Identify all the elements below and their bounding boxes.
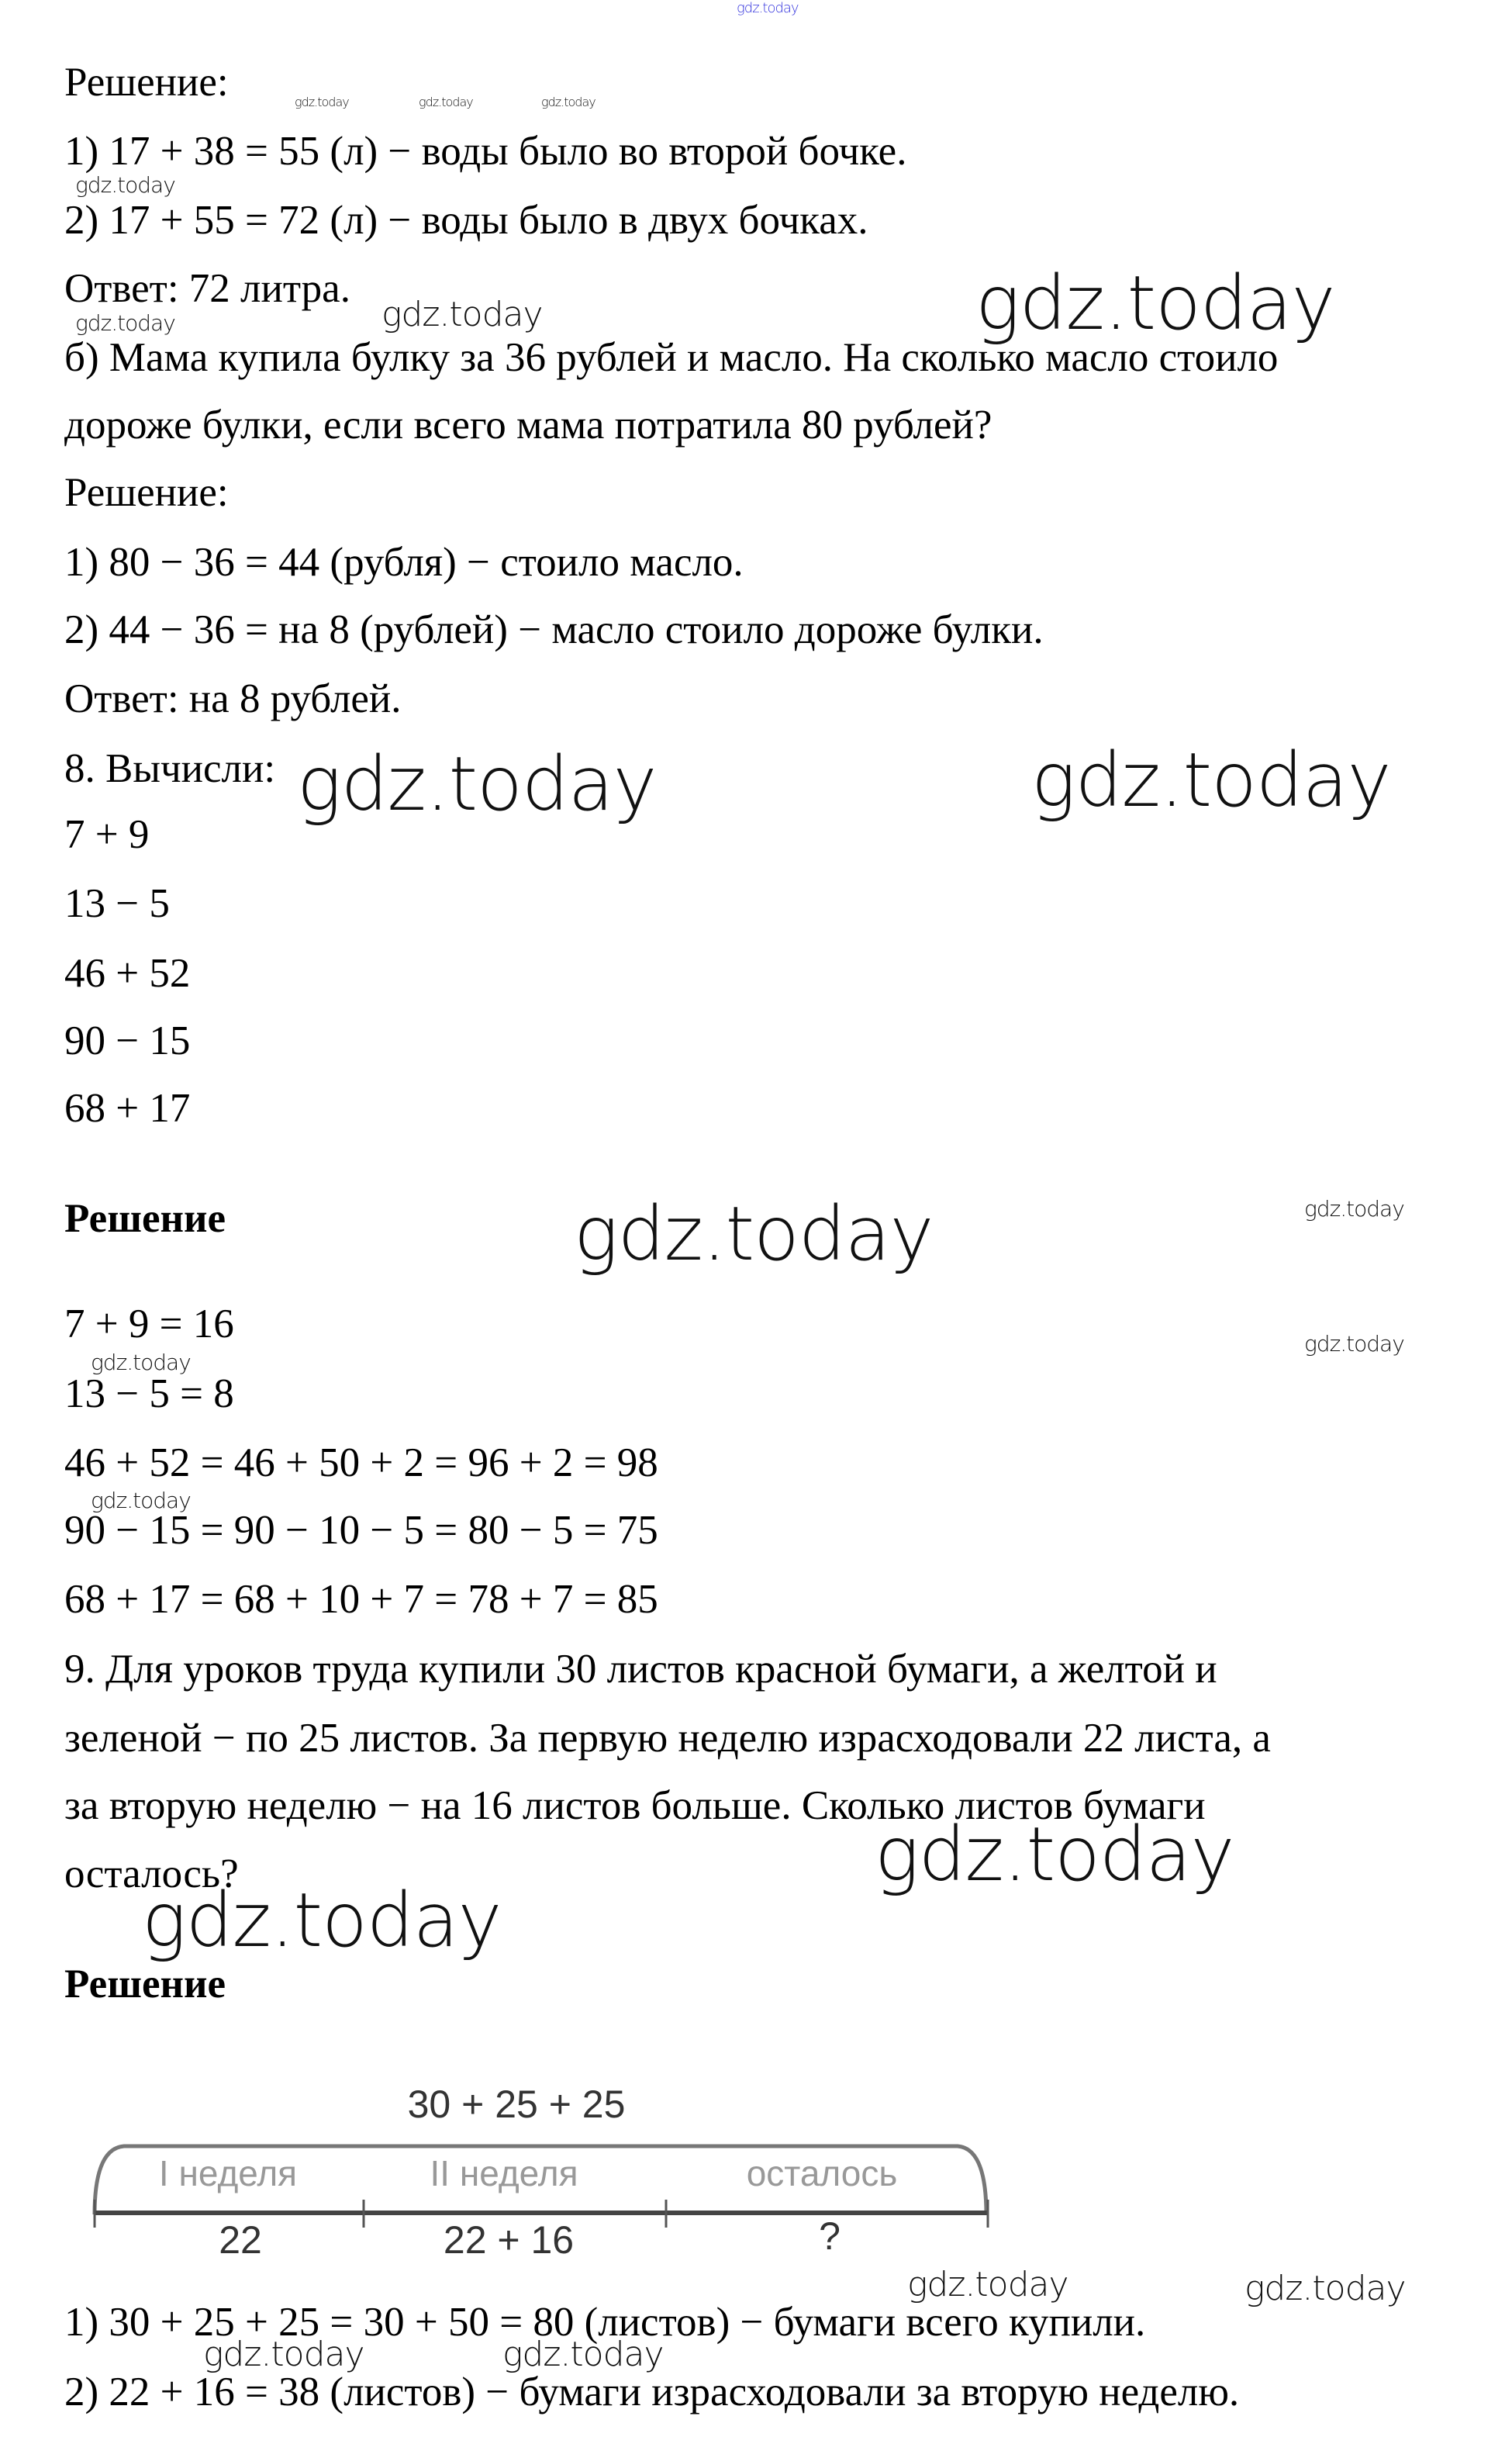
watermark: gdz.today: [907, 2265, 1068, 2304]
task-text: 9. Для уроков труда купили 30 листов красной бумаги, а желтой и: [64, 1647, 1217, 1692]
solution-heading: Решение: [64, 1962, 226, 2007]
expression: 13 − 5: [64, 881, 170, 926]
expression: 46 + 52: [64, 951, 191, 996]
watermark: gdz.today: [875, 1811, 1234, 1898]
watermark: gdz.today: [91, 1488, 191, 1513]
segment-value: ?: [819, 2214, 841, 2258]
watermark: gdz.today: [203, 2335, 364, 2374]
segment-label: осталось: [746, 2153, 898, 2193]
watermark: gdz.today: [975, 260, 1335, 347]
segment-value: 22: [219, 2218, 262, 2262]
solution-step: 1) 17 + 38 = 55 (л) − воды было во второй бочке.: [64, 129, 907, 174]
watermark: gdz.today: [91, 1350, 191, 1375]
watermark: gdz.today: [1304, 1196, 1404, 1222]
watermark: gdz.today: [297, 741, 657, 828]
task-text: зеленой − по 25 листов. За первую неделю израсходовали 22 листа, а: [64, 1716, 1271, 1761]
result: 13 − 5 = 8: [64, 1371, 234, 1416]
solution-step: 2) 44 − 36 = на 8 (рублей) − масло стоило дороже булки.: [64, 607, 1044, 652]
result: 68 + 17 = 68 + 10 + 7 = 78 + 7 = 85: [64, 1577, 658, 1622]
watermark: gdz.today: [75, 172, 175, 198]
answer: Ответ: 72 литра.: [64, 266, 350, 311]
expression: 68 + 17: [64, 1086, 191, 1131]
solution-step: 2) 22 + 16 = 38 (листов) − бумаги израсходовали за вторую неделю.: [64, 2370, 1240, 2415]
result: 7 + 9 = 16: [64, 1301, 234, 1346]
solution-heading: Решение:: [64, 60, 229, 105]
result: 46 + 52 = 46 + 50 + 2 = 96 + 2 = 98: [64, 1440, 658, 1485]
segment-value: 22 + 16: [443, 2218, 575, 2262]
task-text: б) Мама купила булку за 36 рублей и масло. На сколько масло стоило: [64, 335, 1279, 380]
solution-heading: Решение:: [64, 470, 229, 515]
watermark: gdz.today: [419, 95, 473, 109]
solution-step: 2) 17 + 55 = 72 (л) − воды было в двух бочках.: [64, 198, 868, 243]
watermark: gdz.today: [1244, 2269, 1406, 2308]
watermark: gdz.today: [381, 295, 543, 334]
task-text: за вторую неделю − на 16 листов больше. Сколько листов бумаги: [64, 1783, 1206, 1828]
solution-step: 1) 30 + 25 + 25 = 30 + 50 = 80 (листов) − бумаги всего купили.: [64, 2300, 1146, 2345]
expression: 90 − 15: [64, 1018, 191, 1063]
expression: 7 + 9: [64, 812, 150, 857]
diagram-total-label: 30 + 25 + 25: [407, 2083, 626, 2126]
result: 90 − 15 = 90 − 10 − 5 = 80 − 5 = 75: [64, 1508, 658, 1553]
task-text: дороже булки, если всего мама потратила 80 рублей?: [64, 403, 992, 448]
watermark: gdz.today: [737, 0, 799, 16]
watermark: gdz.today: [142, 1877, 502, 1964]
watermark: gdz.today: [541, 95, 595, 109]
answer: Ответ: на 8 рублей.: [64, 676, 402, 721]
watermark: gdz.today: [574, 1191, 934, 1277]
task-heading: 8. Вычисли:: [64, 746, 276, 791]
watermark: gdz.today: [75, 310, 175, 336]
watermark: gdz.today: [502, 2335, 664, 2374]
watermark: gdz.today: [1031, 737, 1391, 824]
watermark: gdz.today: [295, 95, 349, 109]
solution-step: 1) 80 − 36 = 44 (рубля) − стоило масло.: [64, 540, 744, 585]
solution-heading: Решение: [64, 1196, 226, 1241]
task-text: осталось?: [64, 1851, 239, 1896]
segment-label: II неделя: [430, 2153, 578, 2193]
segment-label: I неделя: [158, 2153, 298, 2193]
watermark: gdz.today: [1304, 1331, 1404, 1357]
